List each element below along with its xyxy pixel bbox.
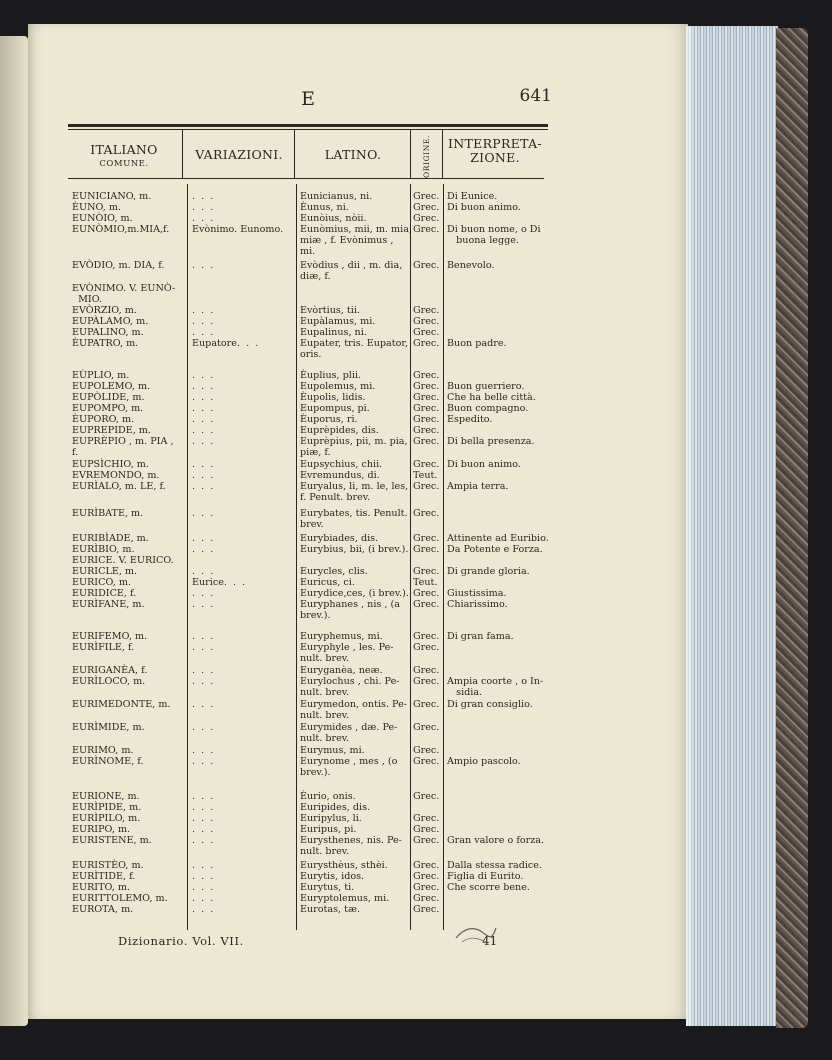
header-interpretazione-line2: ZIONE. <box>470 150 520 165</box>
cell-var: . . . <box>192 699 214 710</box>
cell-orig: Grec. <box>413 260 440 271</box>
cell-lat: Eurylochus , chi. Pe- nult. brev. <box>300 676 400 698</box>
cell-var: . . . <box>192 756 214 767</box>
cell-lat: Eurysthenes, nis. Pe- nult. brev. <box>300 835 402 857</box>
cell-orig: Grec. <box>413 414 440 425</box>
cell-orig: Teut. <box>413 577 438 588</box>
cell-var: . . . <box>192 381 214 392</box>
column-divider <box>410 130 411 178</box>
cell-orig: Grec. <box>413 392 440 403</box>
cell-var: . . . <box>192 642 214 653</box>
header-bottom-rule <box>68 178 544 179</box>
header-italiano-label: ITALIANO <box>90 142 158 157</box>
header-variazioni: VARIAZIONI. <box>195 147 283 162</box>
cell-it: EURÌBIO, m. <box>72 544 135 555</box>
cell-var: . . . <box>192 882 214 893</box>
cell-it: EURÌNOME, f. <box>72 756 144 767</box>
page-number: 641 <box>519 86 552 106</box>
cell-lat: Eurynome , mes , (o brev.). <box>300 756 398 778</box>
cell-interp: Benevolo. <box>447 260 495 271</box>
page-edges <box>686 26 778 1026</box>
cell-var: . . . <box>192 305 214 316</box>
cell-var: . . . <box>192 414 214 425</box>
header-interpretazione <box>444 137 546 165</box>
cell-interp: Espedito. <box>447 414 493 425</box>
cell-lat: Eunicianus, ni. <box>300 191 373 202</box>
cell-it: EVÒNIMO. V. EUNÒ- MIO. <box>72 283 176 305</box>
book-cover <box>776 28 808 1028</box>
cell-lat: Eupalinus, ni. <box>300 327 367 338</box>
cell-interp: Di buon animo. <box>447 202 521 213</box>
cell-it: EURÌTIDE, f. <box>72 871 136 882</box>
cell-it: EUPÀLAMO, m. <box>72 316 149 327</box>
cell-lat: Euripides, dis. <box>300 802 371 813</box>
cell-interp: Di buon nome, o Di buona legge. <box>447 224 541 246</box>
cell-var: . . . <box>192 871 214 882</box>
cell-var: . . . <box>192 533 214 544</box>
column-divider <box>442 130 443 178</box>
cell-it: ÈUPATRO, m. <box>72 338 139 349</box>
cell-orig: Grec. <box>413 835 440 846</box>
cell-orig: Grec. <box>413 566 440 577</box>
cell-var: . . . <box>192 508 214 519</box>
cell-orig: Grec. <box>413 191 440 202</box>
cell-interp: Di buon animo. <box>447 459 521 470</box>
cell-lat: Euryganèa, neæ. <box>300 665 383 676</box>
cell-var: . . . <box>192 791 214 802</box>
cell-orig: Grec. <box>413 871 440 882</box>
cell-var: . . . <box>192 599 214 610</box>
cell-lat: Euryphemus, mi. <box>300 631 383 642</box>
cell-lat: Evòdius , dii , m. dia, diæ, f. <box>300 260 403 282</box>
cell-it: EURICE. V. EURICO. <box>72 555 174 566</box>
cell-orig: Grec. <box>413 722 440 733</box>
cell-var: Eupatore. . . <box>192 338 259 349</box>
cell-var: . . . <box>192 566 214 577</box>
cell-lat: Euprèpius, pii, m. pia, piæ, f. <box>300 436 408 458</box>
cell-it: EURIBÌADE, m. <box>72 533 149 544</box>
cell-it: EVÒRZIO, m. <box>72 305 137 316</box>
header-latino: LATINO. <box>324 147 382 162</box>
cell-lat: Eupater, tris. Eupator, oris. <box>300 338 408 360</box>
cell-orig: Grec. <box>413 224 440 235</box>
cell-var: . . . <box>192 191 214 202</box>
cell-interp: Che scorre bene. <box>447 882 530 893</box>
cell-orig: Grec. <box>413 813 440 824</box>
cell-lat: Eurysthèus, sthèi. <box>300 860 388 871</box>
column-divider <box>182 130 183 178</box>
cell-var: Evònimo. Eunomo. <box>192 224 284 235</box>
cell-it: EURIGANÈA, f. <box>72 665 148 676</box>
cell-lat: Euryphyle , les. Pe- nult. brev. <box>300 642 394 664</box>
cell-lat: Euripus, pi. <box>300 824 357 835</box>
cell-it: ÈUNO, m. <box>72 202 122 213</box>
cell-var: . . . <box>192 802 214 813</box>
cell-orig: Grec. <box>413 904 440 915</box>
cell-var: . . . <box>192 745 214 756</box>
cell-var: . . . <box>192 893 214 904</box>
cell-it: EUROTA, m. <box>72 904 134 915</box>
cell-orig: Grec. <box>413 745 440 756</box>
cell-it: EURITTOLEMO, m. <box>72 893 168 904</box>
cell-it: EURICLE, m. <box>72 566 138 577</box>
cell-orig: Grec. <box>413 699 440 710</box>
cell-lat: Èurio, onis. <box>300 791 356 802</box>
cell-lat: Eurybates, tis. Penult. brev. <box>300 508 408 530</box>
cell-var: Eurice. . . <box>192 577 246 588</box>
cell-lat: Euprèpides, dis. <box>300 425 379 436</box>
cell-lat: Evòrtius, tii. <box>300 305 360 316</box>
cell-var: . . . <box>192 316 214 327</box>
cell-orig: Grec. <box>413 370 440 381</box>
cell-it: EUNÒMIO,m.MIA,f. <box>72 224 170 235</box>
cell-var: . . . <box>192 470 214 481</box>
cell-it: EURÌPIDE, m. <box>72 802 142 813</box>
cell-interp: Chiarissimo. <box>447 599 508 610</box>
cell-it: EUPREPIDE, m. <box>72 425 151 436</box>
sheet-number: 41 <box>482 934 498 948</box>
cell-lat: Èunus, ni. <box>300 202 349 213</box>
cell-lat: Eupolemus, mi. <box>300 381 376 392</box>
cell-orig: Grec. <box>413 338 440 349</box>
cell-lat: Eurymedon, ontis. Pe- nult. brev. <box>300 699 408 721</box>
cell-orig: Grec. <box>413 425 440 436</box>
cell-it: EURISTÈO, m. <box>72 860 144 871</box>
cell-var: . . . <box>192 860 214 871</box>
cell-it: EURIMO, m. <box>72 745 134 756</box>
cell-var: . . . <box>192 824 214 835</box>
cell-var: . . . <box>192 722 214 733</box>
cell-interp: Buon compagno. <box>447 403 529 414</box>
header-origine-label: ORIGINE. <box>421 134 431 178</box>
cell-interp: Da Potente e Forza. <box>447 544 543 555</box>
cell-var: . . . <box>192 676 214 687</box>
cell-lat: Eupàlamus, mi. <box>300 316 376 327</box>
cell-interp: Attinente ad Euribio. <box>447 533 549 544</box>
cell-it: EURITO, m. <box>72 882 131 893</box>
cell-interp: Di gran consiglio. <box>447 699 533 710</box>
cell-it: EURIONE, m. <box>72 791 140 802</box>
cell-var: . . . <box>192 588 214 599</box>
cell-lat: Eurytis, idos. <box>300 871 365 882</box>
cell-lat: Euryclеs, clis. <box>300 566 368 577</box>
cell-it: EURIPO, m. <box>72 824 131 835</box>
cell-lat: Eurybius, bii, (i brev.). <box>300 544 409 555</box>
cell-lat: Eurytus, ti. <box>300 882 355 893</box>
cell-orig: Grec. <box>413 791 440 802</box>
cell-it: EUPOMPO, m. <box>72 403 144 414</box>
running-head-letter: E <box>301 88 315 110</box>
cell-it: EVREMONDO, m. <box>72 470 160 481</box>
cell-it: EURIMEDONTE, m. <box>72 699 171 710</box>
cell-lat: Eurymus, mi. <box>300 745 365 756</box>
cell-orig: Grec. <box>413 642 440 653</box>
cell-var: . . . <box>192 835 214 846</box>
cell-var: . . . <box>192 665 214 676</box>
cell-orig: Grec. <box>413 327 440 338</box>
cell-interp: Di Eunice. <box>447 191 498 202</box>
cell-interp: Figlia di Eurito. <box>447 871 524 882</box>
cell-lat: Eurydice,ces, (i brev.). <box>300 588 409 599</box>
cell-var: . . . <box>192 260 214 271</box>
cell-orig: Grec. <box>413 481 440 492</box>
table-top-rule-thin <box>68 129 548 130</box>
cell-it: ÈUPORO, m. <box>72 414 135 425</box>
cell-var: . . . <box>192 904 214 915</box>
cell-it: EURÌPILO, m. <box>72 813 141 824</box>
cell-interp: Gran valore o forza. <box>447 835 545 846</box>
header-italiano-sub: COMUNE. <box>99 159 149 169</box>
cell-lat: Euryalus, li, m. le, les, f. Penult. brev. <box>300 481 409 503</box>
cell-it: EUPOLEMO, m. <box>72 381 151 392</box>
cell-it: EURIFEMO, m. <box>72 631 148 642</box>
cell-interp: Buon padre. <box>447 338 507 349</box>
cell-it: EURÌBATE, m. <box>72 508 144 519</box>
cell-orig: Grec. <box>413 665 440 676</box>
cell-orig: Grec. <box>413 544 440 555</box>
cell-interp: Ampia terra. <box>447 481 509 492</box>
header-interpretazione-line1: INTERPRETA- <box>448 136 542 151</box>
cell-it: EUPALINO, m. <box>72 327 144 338</box>
cell-lat: Èupolis, lidis. <box>300 392 366 403</box>
cell-orig: Grec. <box>413 202 440 213</box>
cell-lat: Eupsychius, chii. <box>300 459 383 470</box>
cell-orig: Grec. <box>413 882 440 893</box>
cell-var: . . . <box>192 425 214 436</box>
cell-orig: Grec. <box>413 824 440 835</box>
cell-var: . . . <box>192 459 214 470</box>
cell-orig: Grec. <box>413 588 440 599</box>
column-divider <box>443 184 444 930</box>
cell-interp: Di grande gloria. <box>447 566 530 577</box>
cell-orig: Grec. <box>413 533 440 544</box>
cell-lat: Euryptolemus, mi. <box>300 893 390 904</box>
cell-interp: Di bella presenza. <box>447 436 535 447</box>
cell-var: . . . <box>192 544 214 555</box>
cell-it: EURISTENE, m. <box>72 835 152 846</box>
cell-it: EUPSÌCHIO, m. <box>72 459 149 470</box>
cell-var: . . . <box>192 813 214 824</box>
cell-interp: Di gran fama. <box>447 631 514 642</box>
cell-orig: Grec. <box>413 459 440 470</box>
cell-var: . . . <box>192 481 214 492</box>
cell-interp: Buon guerriero. <box>447 381 525 392</box>
cell-interp: Giustissima. <box>447 588 507 599</box>
cell-interp: Ampia coorte , o In- sidia. <box>447 676 544 698</box>
cell-orig: Teut. <box>413 470 438 481</box>
cell-lat: Eurotas, tæ. <box>300 904 361 915</box>
cell-var: . . . <box>192 327 214 338</box>
cell-it: EUPRÈPIO , m. PIA , f. <box>72 436 174 458</box>
cell-it: EURÌLOCO, m. <box>72 676 146 687</box>
cell-orig: Grec. <box>413 403 440 414</box>
cell-orig: Grec. <box>413 860 440 871</box>
cell-interp: Ampio pascolo. <box>447 756 521 767</box>
cell-it: EURICO, m. <box>72 577 131 588</box>
cell-var: . . . <box>192 370 214 381</box>
header-origine <box>413 134 439 178</box>
column-divider <box>410 184 411 930</box>
cell-it: EURÌFILE, f. <box>72 642 135 653</box>
cell-var: . . . <box>192 213 214 224</box>
cell-orig: Grec. <box>413 305 440 316</box>
cell-it: EURÌMIDE, m. <box>72 722 145 733</box>
cell-var: . . . <box>192 202 214 213</box>
header-italiano <box>70 143 178 171</box>
cell-interp: Che ha belle città. <box>447 392 536 403</box>
cell-orig: Grec. <box>413 213 440 224</box>
cell-it: EUNICIANO, m. <box>72 191 152 202</box>
column-divider <box>187 184 188 930</box>
cell-it: EURÌFANE, m. <box>72 599 145 610</box>
cell-it: EUNÒIO, m. <box>72 213 133 224</box>
cell-lat: Evremundus, di. <box>300 470 380 481</box>
signature-mark: Dizionario. Vol. VII. <box>118 934 244 948</box>
cell-lat: Euricus, ci. <box>300 577 355 588</box>
cell-orig: Grec. <box>413 381 440 392</box>
cell-orig: Grec. <box>413 756 440 767</box>
cell-lat: Èuplius, plii. <box>300 370 362 381</box>
cell-it: EUPÒLIDE, m. <box>72 392 145 403</box>
cell-lat: Eurymides , dæ. Pe- nult. brev. <box>300 722 398 744</box>
cell-lat: Euripylus, li. <box>300 813 362 824</box>
cell-orig: Grec. <box>413 599 440 610</box>
cell-it: EÙPLIO, m. <box>72 370 130 381</box>
cell-var: . . . <box>192 392 214 403</box>
cell-lat: Èuporus, ri. <box>300 414 358 425</box>
cell-orig: Grec. <box>413 316 440 327</box>
cell-var: . . . <box>192 631 214 642</box>
cell-orig: Grec. <box>413 436 440 447</box>
cell-orig: Grec. <box>413 508 440 519</box>
cell-var: . . . <box>192 436 214 447</box>
cell-var: . . . <box>192 403 214 414</box>
cell-interp: Dalla stessa radice. <box>447 860 543 871</box>
cell-it: EVÒDIO, m. DIA, f. <box>72 260 165 271</box>
cell-orig: Grec. <box>413 893 440 904</box>
cell-lat: Euryphanes , nis , (a brev.). <box>300 599 400 621</box>
cell-lat: Eunòius, nòii. <box>300 213 367 224</box>
left-page-edge <box>0 36 28 1026</box>
cell-it: EURÌALO, m. LE, f. <box>72 481 166 492</box>
cell-orig: Grec. <box>413 676 440 687</box>
column-divider <box>296 184 297 930</box>
cell-it: EURIDICE, f. <box>72 588 137 599</box>
cell-orig: Grec. <box>413 631 440 642</box>
cell-lat: Eunòmius, mii, m. mia, miæ , f. Evònimus , mi. <box>300 224 412 257</box>
cell-lat: Eupompus, pi. <box>300 403 370 414</box>
cell-lat: Eurybiades, dis. <box>300 533 379 544</box>
column-divider <box>294 130 295 178</box>
table-top-rule <box>68 124 548 127</box>
